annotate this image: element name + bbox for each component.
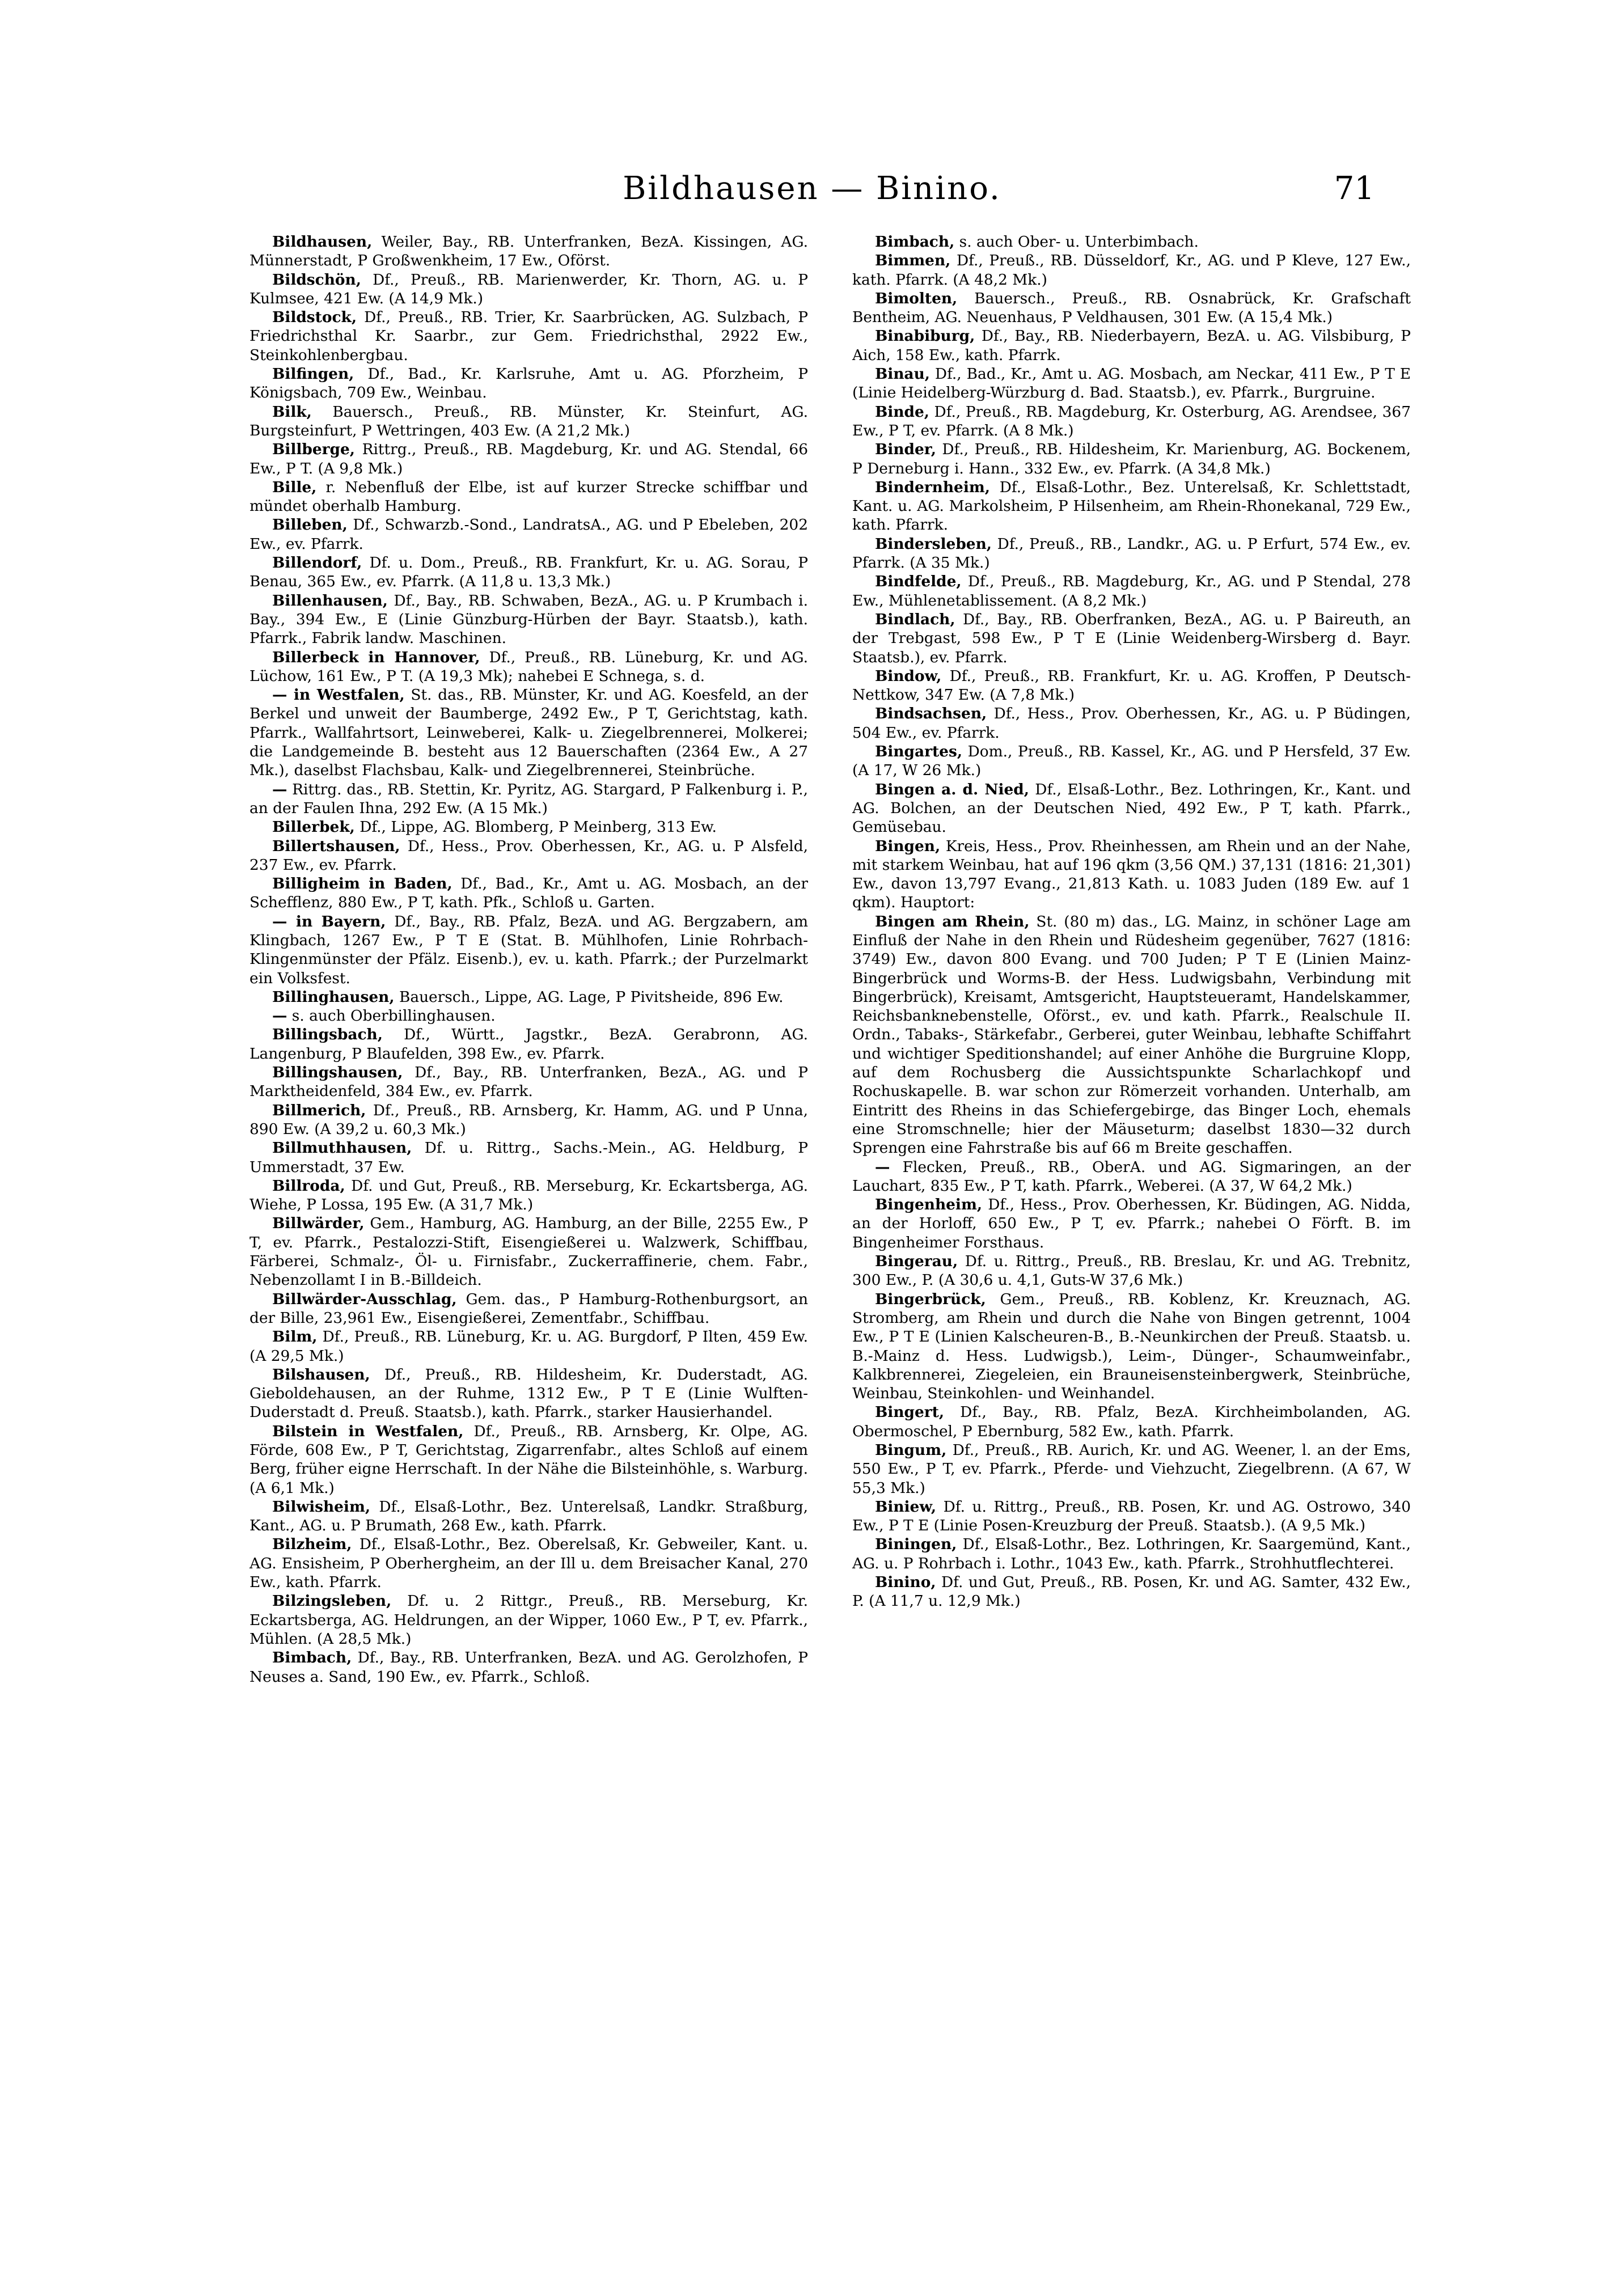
entry-headword: Bimolten,	[875, 289, 958, 307]
entry-headword: Billmuthhausen,	[272, 1139, 412, 1157]
entry-text: Df., Preuß., RB. Lüneburg, Kr. und AG. Lüchow, 161 Ew., P T. (A 19,3 Mk); nahebei E Schnega, s. d.	[249, 648, 808, 685]
entry-headword: — in Westfalen,	[272, 686, 405, 704]
entry-text: Df., Bay., RB. Schwaben, BezA., AG. u. P Krumbach i. Bay., 394 Ew., E (Linie Günzburg-Hürben der Bayr. Staatsb.), kath. Pfarrk., Fabrik landw. Maschinen.	[249, 591, 809, 648]
dictionary-entry	[852, 365, 1411, 403]
entry-text: Df., Preuß., RB. Hildesheim, Kr. Marienburg, AG. Bockenem, P Derneburg i. Hann., 332 Ew., ev. Pfarrk. (A 34,8 Mk.)	[852, 441, 1411, 477]
entry-headword: Bildschön,	[272, 270, 361, 289]
entry-text: Df., Lippe, AG. Blomberg, P Meinberg, 313 Ew.	[360, 818, 717, 836]
dictionary-entry	[249, 988, 808, 1006]
entry-text: Rittrg., Preuß., RB. Magdeburg, Kr. und AG. Stendal, 66 Ew., P T. (A 9,8 Mk.)	[249, 441, 808, 477]
entry-text: Df. u. Rittrg., Preuß., RB. Posen, Kr. und AG. Ostrowo, 340 Ew., P T E (Linie Posen-Kreuzburg der Preuß. Staatsb.). (A 9,5 Mk.)	[852, 1497, 1411, 1535]
dictionary-entry	[852, 572, 1411, 610]
dictionary-entry	[852, 1535, 1411, 1573]
entry-text: Df., Preuß., RB. Düsseldorf, Kr., AG. und P Kleve, 127 Ew., kath. Pfarrk. (A 48,2 Mk.)	[852, 252, 1411, 289]
entry-headword: Bilm,	[272, 1328, 318, 1346]
entry-text: Df., Bad., Kr., Amt u. AG. Mosbach, an der Schefflenz, 880 Ew., P T, kath. Pfk., Schloß u. Garten.	[249, 875, 808, 912]
dictionary-entry	[852, 1158, 1411, 1196]
entry-headword: Bilzheim,	[272, 1535, 352, 1554]
entry-headword: Bingenheim,	[875, 1196, 983, 1214]
dictionary-entry	[852, 1441, 1411, 1497]
dictionary-entry	[852, 1195, 1411, 1252]
entry-text: Df., Württ., Jagstkr., BezA. Gerabronn, AG. Langenburg, P Blaufelden, 398 Ew., ev. Pfarrk.	[249, 1026, 809, 1063]
entry-headword: Bindow,	[875, 667, 942, 685]
entry-text: Gem. das., P Hamburg-Rothenburgsort, an der Bille, 23,961 Ew., Eisengießerei, Zementfabr., Schiffbau.	[249, 1290, 808, 1327]
entry-headword: Bindersleben,	[875, 535, 992, 553]
entry-text: s. auch Ober- u. Unterbimbach.	[959, 233, 1199, 251]
dictionary-entry	[249, 1214, 808, 1289]
entry-headword: Bildstock,	[272, 308, 357, 327]
entry-headword: Bindlach,	[875, 610, 955, 628]
entry-text: Kreis, Hess., Prov. Rheinhessen, am Rhein und an der Nahe, mit starkem Weinbau, hat auf 196 qkm (3,56 QM.) 37,131 (1816: 21,301) Ew., davon 13,797 Evang., 21,813 Kath. u. 1083 Juden (189 Ew. auf 1 qkm). Hauptort:	[852, 837, 1411, 912]
entry-text: Weiler, Bay., RB. Unterfranken, BezA. Kissingen, AG. Münnerstadt, P Großwenkheim, 17 Ew., Oförst.	[249, 233, 809, 270]
dictionary-entry	[852, 912, 1411, 1158]
entry-text: Df., Preuß., RB. Arnsberg, Kr. Hamm, AG. und P Unna, 890 Ew. (A 39,2 u. 60,3 Mk.)	[249, 1101, 809, 1138]
entry-headword: Binde,	[875, 403, 929, 421]
dictionary-entry	[852, 251, 1411, 289]
entry-text: Df., Preuß., RB. Magdeburg, Kr., AG. und P Stendal, 278 Ew., Mühlenetablissement. (A 8,2 Mk.)	[852, 573, 1411, 610]
dictionary-entry	[249, 553, 808, 591]
entry-headword: Billingsbach,	[272, 1026, 383, 1044]
entry-headword: Billinghausen,	[272, 988, 395, 1006]
entry-text: Flecken, Preuß., RB., OberA. und AG. Sigmaringen, an der Lauchart, 835 Ew., P T, kath. Pfarrk., Weberei. (A 37, W 64,2 Mk.)	[852, 1158, 1411, 1195]
entry-headword: Bilk,	[272, 403, 312, 421]
entry-headword: Bimbach,	[272, 1649, 352, 1667]
entry-text: Df. u. 2 Rittgr., Preuß., RB. Merseburg, Kr. Eckartsberga, AG. Heldrungen, an der Wipper, 1060 Ew., P T, ev. Pfarrk., Mühlen. (A 28,5 Mk.)	[249, 1592, 809, 1648]
entry-headword: Bilwisheim,	[272, 1497, 371, 1516]
entry-text: Df. u. Rittrg., Preuß., RB. Breslau, Kr. und AG. Trebnitz, 300 Ew., P. (A 30,6 u. 4,1, Guts-W 37,6 Mk.)	[852, 1253, 1411, 1289]
dictionary-entry	[249, 1592, 808, 1648]
dictionary-entry	[249, 837, 808, 875]
entry-text: Df., Preuß., RB. Frankfurt, Kr. u. AG. Kroffen, P Deutsch-Nettkow, 347 Ew. (A 7,8 Mk.)	[852, 667, 1411, 704]
entry-text: Df., Elsaß-Lothr., Bez. Lothringen, Kr. Saargemünd, Kant., AG. u. P Rohrbach i. Lothr., 1043 Ew., kath. Pfarrk., Strohhutflechterei.	[852, 1535, 1411, 1572]
dictionary-entry	[852, 1290, 1411, 1403]
entry-headword: Billerbek,	[272, 818, 355, 836]
entry-headword: Binder,	[875, 441, 936, 459]
dictionary-entry	[249, 1327, 808, 1365]
dictionary-entry	[249, 912, 808, 988]
dictionary-entry	[249, 1025, 808, 1063]
entry-headword: Bingert,	[875, 1403, 945, 1422]
entry-headword: Bindernheim,	[875, 478, 990, 496]
dictionary-entry	[249, 874, 808, 912]
dictionary-entry	[852, 667, 1411, 705]
dictionary-entry	[852, 327, 1411, 365]
entry-text: Df. und Gut, Preuß., RB. Merseburg, Kr. Eckartsberga, AG. Wiehe, P Lossa, 195 Ew. (A 31,7 Mk.)	[249, 1177, 809, 1214]
entry-text: Df., Bay., RB. Pfalz, BezA. Kirchheimbolanden, AG. Obermoschel, P Ebernburg, 582 Ew., kath. Pfarrk.	[852, 1403, 1411, 1440]
entry-text: Df., Schwarzb.-Sond., LandratsA., AG. und P Ebeleben, 202 Ew., ev. Pfarrk.	[249, 516, 808, 553]
entry-text: Df., Bay., RB. Oberfranken, BezA., AG. u. P Baireuth, an der Trebgast, 598 Ew., P T E (Linie Weidenberg-Wirsberg d. Bayr. Staatsb.), ev. Pfarrk.	[852, 610, 1411, 666]
dictionary-entry	[852, 535, 1411, 573]
dictionary-entry	[249, 1063, 808, 1101]
entry-text: Df., Preuß., RB. Trier, Kr. Saarbrücken, AG. Sulzbach, P Friedrichsthal Kr. Saarbr., zur Gem. Friedrichsthal, 2922 Ew., Steinkohlenbergbau.	[249, 308, 808, 364]
entry-headword: Bindsachsen,	[875, 705, 987, 723]
entry-headword: Bingum,	[875, 1441, 947, 1459]
dictionary-entry	[249, 1101, 808, 1139]
entry-headword: Binino,	[875, 1573, 936, 1592]
entry-text: Bauersch., Lippe, AG. Lage, P Pivitsheide, 896 Ew.	[399, 988, 784, 1006]
entry-headword: Bilfingen,	[272, 365, 354, 383]
dictionary-entry	[852, 780, 1411, 837]
dictionary-entry	[852, 289, 1411, 327]
entry-headword: Binabiburg,	[875, 327, 975, 345]
dictionary-entry	[852, 403, 1411, 441]
dictionary-entry	[249, 648, 808, 686]
dictionary-entry	[249, 308, 808, 365]
entry-headword: Billingshausen,	[272, 1064, 403, 1082]
dictionary-entry	[249, 478, 808, 516]
entry-headword: Billberge,	[272, 441, 355, 459]
entry-headword: — in Bayern,	[272, 912, 386, 930]
entry-headword: Bingen am Rhein,	[875, 912, 1030, 930]
entry-headword: Billendorf,	[272, 554, 362, 572]
entry-headword: Billroda,	[272, 1177, 345, 1195]
entry-text: Dom., Preuß., RB. Kassel, Kr., AG. und P Hersfeld, 37 Ew. (A 17, W 26 Mk.)	[852, 743, 1411, 780]
dictionary-entry	[249, 365, 808, 403]
entry-text: Bauersch., Preuß., RB. Osnabrück, Kr. Grafschaft Bentheim, AG. Neuenhaus, P Veldhausen, 301 Ew. (A 15,4 Mk.)	[852, 289, 1411, 327]
dictionary-entry	[249, 1422, 808, 1497]
entry-headword: Bingerbrück,	[875, 1290, 986, 1308]
entry-headword: Bille,	[272, 478, 317, 496]
entry-text: Df., Preuß., RB. Magdeburg, Kr. Osterburg, AG. Arendsee, 367 Ew., P T, ev. Pfarrk. (A 8 Mk.)	[852, 403, 1411, 439]
entry-text: Df., Bay., RB. Pfalz, BezA. und AG. Bergzabern, am Klingbach, 1267 Ew., P T E (Stat. B. Mühlhofen, Linie Rohrbach-Klingenmünster der Pfälz. Eisenb.), ev. u. kath. Pfarrk.; der Purzelmarkt ein Volksfest.	[249, 912, 809, 987]
dictionary-entry	[852, 704, 1411, 742]
dictionary-entry	[852, 232, 1411, 251]
dictionary-entry	[249, 1177, 808, 1215]
entry-headword: Bimbach,	[875, 233, 955, 251]
page-number: 71	[1334, 170, 1375, 207]
dictionary-entry	[249, 818, 808, 836]
dictionary-entry	[852, 742, 1411, 780]
entry-text: Df., Preuß., RB. Hildesheim, Kr. Duderstadt, AG. Gieboldehausen, an der Ruhme, 1312 Ew., P T E (Linie Wulften-Duderstadt d. Preuß. Staatsb.), kath. Pfarrk., starker Hausierhandel.	[249, 1365, 808, 1422]
dictionary-entry	[249, 515, 808, 553]
entry-headword: Billwärder-Ausschlag,	[272, 1290, 457, 1308]
entry-text: Bauersch., Preuß., RB. Münster, Kr. Steinfurt, AG. Burgsteinfurt, P Wettringen, 403 Ew. (A 21,2 Mk.)	[249, 403, 808, 439]
page-header	[249, 170, 1375, 215]
dictionary-entry	[249, 403, 808, 441]
dictionary-entry	[852, 837, 1411, 912]
dictionary-entry	[852, 610, 1411, 667]
entry-text: Df., Elsaß-Lothr., Bez. Unterelsaß, Landkr. Straßburg, Kant., AG. u. P Brumath, 268 Ew., kath. Pfarrk.	[249, 1497, 809, 1535]
entry-text: Df. u. Dom., Preuß., RB. Frankfurt, Kr. u. AG. Sorau, P Benau, 365 Ew., ev. Pfarrk. (A 11,8 u. 13,3 Mk.)	[249, 554, 808, 591]
entry-headword: Biniew,	[875, 1497, 937, 1516]
entry-headword: Billerbeck in Hannover,	[272, 648, 480, 666]
entry-headword: Bingen a. d. Nied,	[875, 780, 1029, 798]
entry-text: Df., Bay., RB. Niederbayern, BezA. u. AG. Vilsbiburg, P Aich, 158 Ew., kath. Pfarrk.	[852, 327, 1411, 364]
entry-text: Df., Elsaß-Lothr., Bez. Oberelsaß, Kr. Gebweiler, Kant. u. AG. Ensisheim, P Oberhergheim, an der Ill u. dem Breisacher Kanal, 270 Ew., kath. Pfarrk.	[249, 1535, 809, 1592]
dictionary-entry	[249, 1535, 808, 1592]
dictionary-entry	[249, 1648, 808, 1686]
entry-text: Df., Bad., Kr. Karlsruhe, Amt u. AG. Pforzheim, P Königsbach, 709 Ew., Weinbau.	[249, 365, 808, 402]
entry-headword: —	[875, 1158, 890, 1176]
entry-text: s. auch Oberbillinghausen.	[291, 1007, 496, 1025]
dictionary-entry	[852, 1497, 1411, 1535]
entry-headword: Billertshausen,	[272, 837, 400, 855]
entry-text: Rittrg. das., RB. Stettin, Kr. Pyritz, AG. Stargard, P Falkenburg i. P., an der Faulen Ihna, 292 Ew. (A 15 Mk.)	[249, 780, 808, 817]
dictionary-entry	[249, 270, 808, 308]
entry-text: Df., Preuß., RB., Landkr., AG. u. P Erfurt, 574 Ew., ev. Pfarrk. (A 35 Mk.)	[852, 535, 1411, 572]
dictionary-entry	[852, 1573, 1411, 1611]
dictionary-entry	[249, 1290, 808, 1328]
dictionary-entry	[249, 686, 808, 780]
entry-headword: Bildhausen,	[272, 233, 373, 251]
entry-headword: Billenhausen,	[272, 591, 388, 610]
entry-text: Df., Preuß., RB. Lüneburg, Kr. u. AG. Burgdorf, P Ilten, 459 Ew. (A 29,5 Mk.)	[249, 1328, 809, 1365]
entry-headword: Bingen,	[875, 837, 941, 855]
entry-headword: Bimmen,	[875, 252, 951, 270]
entry-headword: Bilzingsleben,	[272, 1592, 392, 1610]
entry-text: Df. u. Rittrg., Sachs.-Mein., AG. Heldburg, P Ummerstadt, 37 Ew.	[249, 1139, 809, 1176]
entry-text: Gem., Preuß., RB. Koblenz, Kr. Kreuznach, AG. Stromberg, am Rhein und durch die Nahe von Bingen getrennt, 1004 Ew., P T E (Linien Kalscheuren-B., B.-Neunkirchen der Preuß. Staatsb. u. B.-Mainz d. Hess. Ludwigsb.), Leim-, Dünger-, Schaumweinfabr., Kalkbrennerei, Ziegeleien, ein Brauneisensteinbergwerk, Steinbrüche, Weinbau, Steinkohlen- und Weinhandel.	[852, 1290, 1411, 1403]
entry-text: Df., Bad., Kr., Amt u. AG. Mosbach, am Neckar, 411 Ew., P T E (Linie Heidelberg-Würzburg d. Bad. Staatsb.), ev. Pfarrk., Burgruine.	[852, 365, 1411, 402]
entry-headword: Bingerau,	[875, 1253, 958, 1271]
entry-text: Df., Elsaß-Lothr., Bez. Lothringen, Kr., Kant. und AG. Bolchen, an der Deutschen Nied, 492 Ew., P T, kath. Pfarrk., Gemüsebau.	[852, 780, 1411, 836]
entry-headword: Billmerich,	[272, 1101, 366, 1119]
entry-text: Df., Bay., RB. Unterfranken, BezA. und AG. Gerolzhofen, P Neuses a. Sand, 190 Ew., ev. Pfarrk., Schloß.	[249, 1649, 808, 1686]
dictionary-entry	[852, 440, 1411, 478]
entry-text: Df., Preuß., RB. Aurich, Kr. und AG. Weener, l. an der Ems, 550 Ew., P T, ev. Pfarrk., Pferde- und Viehzucht, Ziegelbrenn. (A 67, W 55,3 Mk.)	[852, 1441, 1411, 1497]
running-title: Bildhausen — Binino.	[623, 170, 1001, 207]
dictionary-entry	[852, 1252, 1411, 1290]
entry-text: r. Nebenfluß der Elbe, ist auf kurzer Strecke schiffbar und mündet oberhalb Hamburg.	[249, 478, 809, 515]
dictionary-entry	[852, 1403, 1411, 1441]
entry-headword: —	[272, 780, 287, 798]
entry-headword: Bilstein in Westfalen,	[272, 1422, 464, 1440]
entry-text: Gem., Hamburg, AG. Hamburg, an der Bille, 2255 Ew., P T, ev. Pfarrk., Pestalozzi-Stift, Eisengießerei u. Walzwerk, Schiffbau, Färberei, Schmalz-, Öl- u. Firnisfabr., Zuckerraffinerie, chem. Fabr., Nebenzollamt I in B.-Billdeich.	[249, 1215, 808, 1289]
entry-text: Df., Preuß., RB. Arnsberg, Kr. Olpe, AG. Förde, 608 Ew., P T, Gerichtstag, Zigarrenfabr., altes Schloß auf einem Berg, früher eigne Herrschaft. In der Nähe die Bilsteinhöhle, s. Warburg. (A 6,1 Mk.)	[249, 1422, 808, 1497]
entry-headword: Bingartes,	[875, 743, 963, 761]
dictionary-entry	[249, 1006, 808, 1025]
entry-text: Df., Preuß., RB. Marienwerder, Kr. Thorn, AG. u. P Kulmsee, 421 Ew. (A 14,9 Mk.)	[249, 270, 808, 307]
entry-headword: Billigheim in Baden,	[272, 875, 452, 893]
entry-headword: —	[272, 1007, 287, 1025]
entry-text: Df., Hess., Prov. Oberhessen, Kr., AG. u. P Alsfeld, 237 Ew., ev. Pfarrk.	[249, 837, 809, 874]
entry-text: St. das., RB. Münster, Kr. und AG. Koesfeld, an der Berkel und unweit der Baumberge, 2492 Ew., P T, Gerichtstag, kath. Pfarrk., Wallfahrtsort, Leinweberei, Kalk- u. Ziegelbrennerei, Molkerei; die Landgemeinde B. besteht aus 12 Bauerschaften (2364 Ew., A 27 Mk.), daselbst Flachsbau, Kalk- und Ziegelbrennerei, Steinbrüche.	[249, 686, 808, 780]
entry-headword: Bindfelde,	[875, 573, 962, 591]
dictionary-entry	[249, 1139, 808, 1177]
entry-headword: Biningen,	[875, 1535, 957, 1554]
dictionary-entry	[249, 440, 808, 478]
dictionary-entry	[249, 1365, 808, 1422]
entry-text: St. (80 m) das., LG. Mainz, in schöner Lage am Einfluß der Nahe in den Rhein und Rüdesheim gegenüber, 7627 (1816: 3749) Ew., davon 800 Evang. und 700 Juden; P T E (Linien Mainz-Bingerbrück und Worms-B. der Hess. Ludwigsbahn, Verbindung mit Bingerbrück), Kreisamt, Amtsgericht, Hauptsteueramt, Handelskammer, Reichsbanknebenstelle, Oförst., ev. und kath. Pfarrk., Realschule II. Ordn., Tabaks-, Stärkefabr., Gerberei, guter Weinbau, lebhafte Schiffahrt und wichtiger Speditionshandel; auf einer Anhöhe die Burgruine Klopp, auf dem Rochusberg die Aussichtspunkte Scharlachkopf und Rochuskapelle. B. war schon zur Römerzeit vorhanden. Unterhalb, am Eintritt des Rheins in das Schiefergebirge, das Binger Loch, ehemals eine Stromschnelle; hier der Mäuseturm; daselbst 1830—32 durch Sprengen eine Fahrstraße bis auf 66 m Breite geschaffen.	[852, 912, 1411, 1157]
entry-headword: Binau,	[875, 365, 930, 383]
entry-headword: Billwärder,	[272, 1215, 365, 1233]
entry-text: Df., Hess., Prov. Oberhessen, Kr., AG. u. P Büdingen, 504 Ew., ev. Pfarrk.	[852, 705, 1411, 742]
left-column	[249, 232, 808, 1686]
dictionary-entry	[249, 780, 808, 818]
right-column	[852, 232, 1411, 1611]
entry-headword: Bilshausen,	[272, 1365, 370, 1384]
entry-text: Df., Bay., RB. Unterfranken, BezA., AG. und P Marktheidenfeld, 384 Ew., ev. Pfarrk.	[249, 1064, 808, 1101]
entry-headword: Billeben,	[272, 516, 348, 534]
dictionary-entry	[249, 1497, 808, 1535]
entry-text: Df., Elsaß-Lothr., Bez. Unterelsaß, Kr. Schlettstadt, Kant. u. AG. Markolsheim, P Hilsenheim, am Rhein-Rhonekanal, 729 Ew., kath. Pfarrk.	[852, 478, 1411, 534]
dictionary-entry	[249, 591, 808, 648]
dictionary-entry	[852, 478, 1411, 535]
dictionary-entry	[249, 232, 808, 270]
entry-text: Df., Hess., Prov. Oberhessen, Kr. Büdingen, AG. Nidda, an der Horloff, 650 Ew., P T, ev. Pfarrk.; nahebei O Förft. B. im Bingenheimer Forsthaus.	[852, 1196, 1411, 1251]
entry-text: Df. und Gut, Preuß., RB. Posen, Kr. und AG. Samter, 432 Ew., P. (A 11,7 u. 12,9 Mk.)	[852, 1573, 1411, 1610]
